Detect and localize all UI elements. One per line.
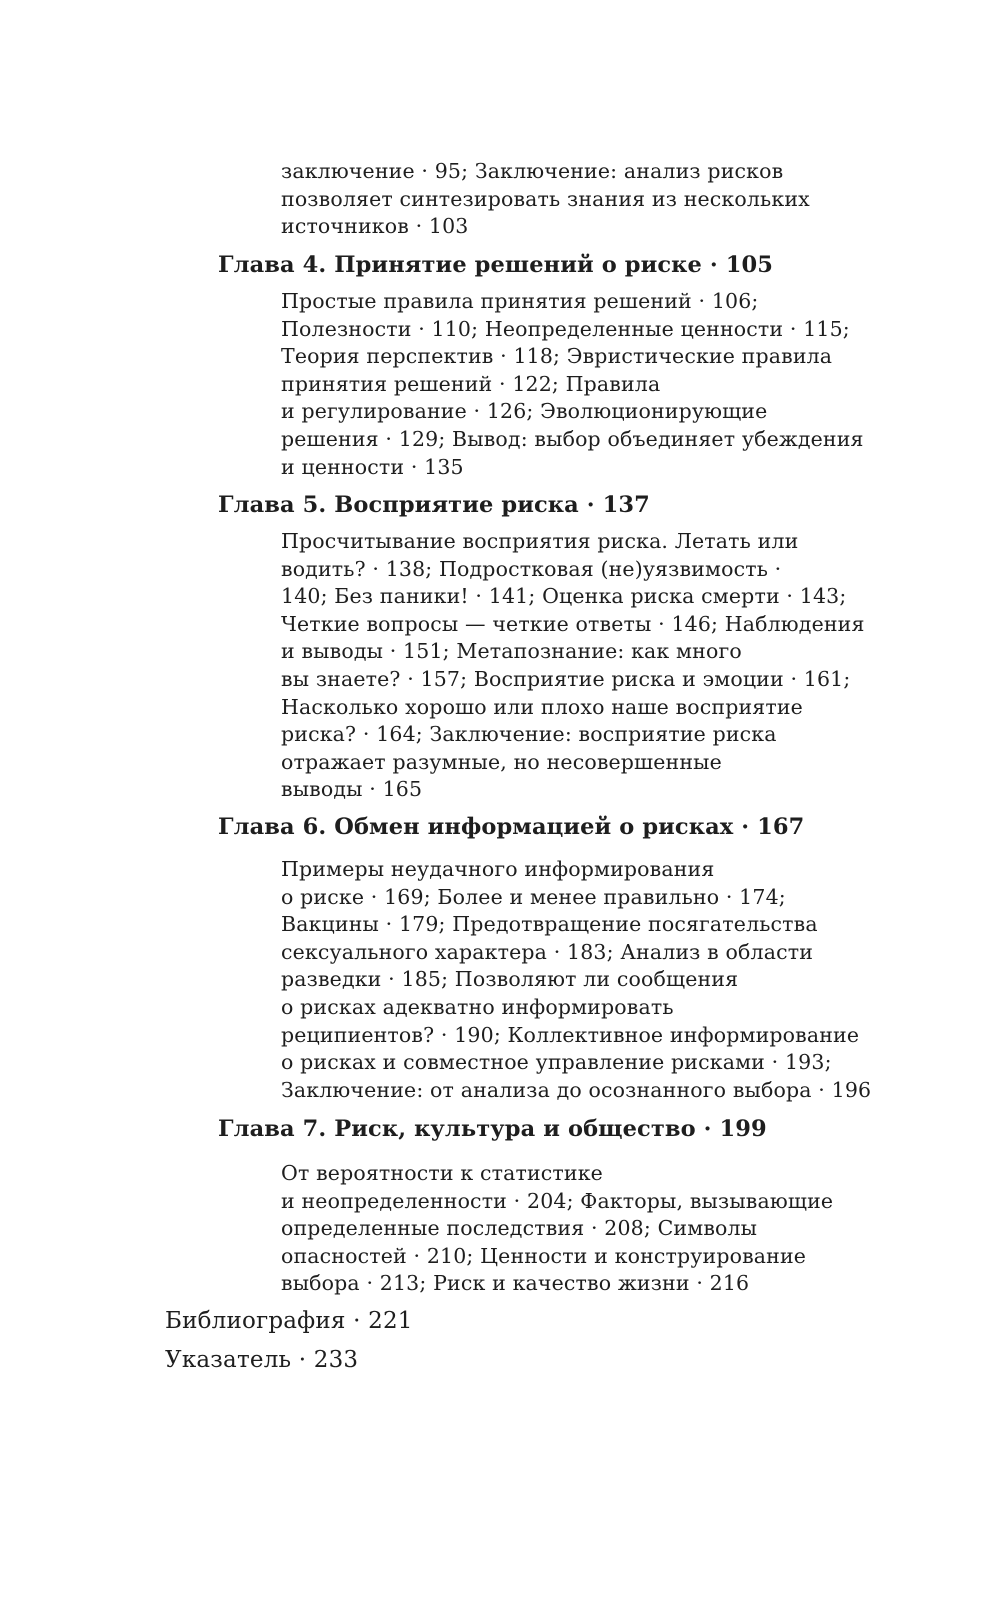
description-line: опасностей · 210; Ценности и конструирование (281, 1243, 807, 1268)
description-line: Вакцины · 179; Предотвращение посягательства (281, 912, 818, 937)
description-line: и неопределенности · 204; Факторы, вызывающие (281, 1188, 834, 1213)
description-line: сексуального характера · 183; Анализ в области (281, 939, 814, 964)
description-line: отражает разумные, но несовершенные (281, 749, 722, 774)
description-line: Простые правила принятия решений · 106; (281, 289, 759, 313)
description-line: Насколько хорошо или плохо наше восприятие (281, 694, 803, 719)
bibliography-entry: Библиография · 221 (165, 1308, 413, 1334)
continuation-description (281, 158, 921, 241)
description-line: определенные последствия · 208; Символы (281, 1216, 758, 1241)
description-line: решения · 129; Вывод: выбор объединяет убеждения (281, 426, 864, 451)
description-line: Теория перспектив · 118; Эвристические правила (281, 344, 833, 369)
description-line: и выводы · 151; Метапознание: как много (281, 639, 742, 664)
chapter-6-description (281, 856, 921, 1104)
chapter-7-heading: Глава 7. Риск, культура и общество · 199 (218, 1116, 767, 1142)
description-line: и регулирование · 126; Эволюционирующие (281, 399, 768, 424)
description-line: разведки · 185; Позволяют ли сообщения (281, 967, 739, 992)
description-line: Четкие вопросы — четкие ответы · 146; Наблюдения (281, 611, 865, 636)
description-line: о риске · 169; Более и менее правильно · 174; (281, 884, 786, 909)
chapter-4-description (281, 288, 921, 481)
description-line: Полезности · 110; Неопределенные ценности · 115; (281, 316, 850, 341)
description-line: риска? · 164; Заключение: восприятие риска (281, 722, 777, 747)
description-line: Примеры неудачного информирования (281, 857, 715, 881)
description-line: выбора · 213; Риск и качество жизни · 216 (281, 1271, 750, 1296)
description-line: о рисках адекватно информировать (281, 994, 674, 1019)
description-line: заключение · 95; Заключение: анализ рисков (281, 159, 784, 183)
description-line: и ценности · 135 (281, 454, 464, 479)
description-line: водить? · 138; Подростковая (не)уязвимость · (281, 556, 782, 581)
chapter-5-heading: Глава 5. Восприятие риска · 137 (218, 492, 650, 518)
description-line: реципиентов? · 190; Коллективное информирование (281, 1022, 860, 1047)
description-line: выводы · 165 (281, 777, 423, 802)
description-line: о рисках и совместное управление рисками · 193; (281, 1050, 832, 1075)
chapter-4-heading: Глава 4. Принятие решений о риске · 105 (218, 252, 773, 278)
chapter-7-description (281, 1160, 921, 1298)
description-line: Просчитывание восприятия риска. Летать или (281, 529, 799, 553)
description-line: 140; Без паники! · 141; Оценка риска смерти · 143; (281, 584, 847, 609)
description-line: принятия решений · 122; Правила (281, 371, 661, 396)
description-line: От вероятности к статистике (281, 1161, 603, 1185)
description-line: вы знаете? · 157; Восприятие риска и эмоции · 161; (281, 666, 851, 691)
description-line: Заключение: от анализа до осознанного выбора · 196 (281, 1077, 872, 1102)
chapter-5-description (281, 528, 921, 804)
index-entry: Указатель · 233 (165, 1347, 359, 1373)
description-line: источников · 103 (281, 214, 469, 239)
chapter-6-heading: Глава 6. Обмен информацией о рисках · 167 (218, 814, 805, 840)
description-line: позволяет синтезировать знания из нескольких (281, 186, 810, 211)
